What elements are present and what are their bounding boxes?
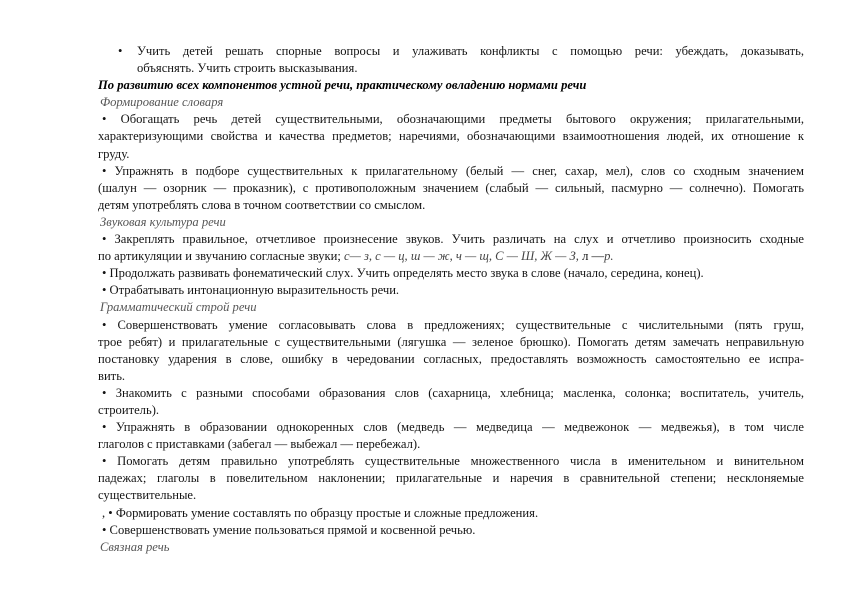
line-text: • Обогащать речь детей существительными, обозначающими предметы бытового окружения; прилагательными, bbox=[102, 112, 804, 127]
line-text: • Закреплять правильное, отчетливое произнесение звуков. Учить различать на слух и отчетливо произносить сходные bbox=[102, 232, 804, 247]
paragraph-line bbox=[0, 317, 804, 334]
line-text: Учить детей решать спорные вопросы и улаживать конфликты с помощью речи: убеждать, доказывать, bbox=[137, 44, 804, 58]
paragraph-line bbox=[0, 282, 804, 299]
subsection-heading bbox=[0, 299, 842, 316]
line-text: постановку ударения в слове, ошибку в чередовании согласных, предоставлять возможность самостоятельно ее испра- bbox=[98, 351, 804, 366]
paragraph-line bbox=[0, 436, 804, 453]
paragraph-line bbox=[0, 43, 804, 60]
line-text: • Упражнять в подборе существительных к прилагательному (белый — снег, сахар, мел), слов со сходным значением bbox=[102, 163, 804, 178]
line-text: • Отрабатывать интонационную выразительность речи. bbox=[102, 283, 400, 298]
line-text: Формирование словаря bbox=[100, 95, 224, 110]
line-text: существительные. bbox=[98, 488, 197, 503]
line-text: глаголов с приставками (забегал — выбежал — перебежал). bbox=[98, 437, 421, 452]
paragraph-line bbox=[0, 231, 804, 248]
bullet-icon: • bbox=[118, 44, 123, 58]
paragraph-line bbox=[0, 419, 804, 436]
line-text: • Упражнять в образовании однокоренных слов (медведь — медведица — медвежонок — медвежья), в том числе bbox=[102, 420, 804, 435]
paragraph-line bbox=[0, 505, 804, 522]
line-text: (шалун — озорник — проказник), с противоположным значением (слабый — сильный, пасмурно — солнечно). Помогать bbox=[98, 180, 804, 195]
paragraph-line bbox=[0, 402, 804, 419]
paragraph-line bbox=[0, 265, 804, 282]
line-text: вить. bbox=[98, 368, 126, 383]
document-page bbox=[0, 43, 842, 556]
line-text: • Продолжать развивать фонематический слух. Учить определять место звука в слове (начало, середина, конец). bbox=[102, 266, 704, 281]
paragraph-line bbox=[0, 368, 804, 385]
subsection-heading bbox=[0, 539, 842, 556]
paragraph-line bbox=[0, 487, 804, 504]
paragraph-line bbox=[0, 248, 804, 265]
line-text: трое ребят) и прилагательные с существительными (лягушка — зеленое брюшко). Помогать детям замечать неправильную bbox=[98, 334, 804, 349]
paragraph-line bbox=[0, 180, 804, 197]
subsection-heading bbox=[0, 94, 842, 111]
line-text: , • Формировать умение составлять по образцу простые и сложные предложения. bbox=[102, 505, 539, 520]
line-text: Звуковая культура речи bbox=[100, 214, 226, 229]
paragraph-line bbox=[0, 111, 804, 128]
line-text: детям употреблять слова в точном соответствии со смыслом. bbox=[98, 197, 426, 212]
line-text: груду. bbox=[98, 146, 130, 161]
paragraph-line bbox=[0, 128, 804, 145]
paragraph-line bbox=[0, 470, 804, 487]
section-heading bbox=[0, 77, 842, 94]
line-text: строитель). bbox=[98, 402, 160, 417]
line-text: Связная речь bbox=[100, 539, 170, 554]
line-text: объяснять. Учить строить высказывания. bbox=[137, 61, 358, 76]
line-text: По развитию всех компонентов устной речи, практическому овладению нормами речи bbox=[98, 78, 587, 93]
paragraph-line bbox=[0, 453, 804, 470]
paragraph-line bbox=[0, 522, 804, 539]
paragraph-line bbox=[0, 197, 804, 214]
line-text: • Помогать детям правильно употреблять существительные множественного числа в именительном и винительном bbox=[102, 454, 804, 469]
line-text: • Совершенствовать умение пользоваться прямой и косвенной речью. bbox=[102, 522, 476, 537]
italic-text: с— з, с — ц, ш — ж, ч — щ, С — Ш, Ж — З, bbox=[344, 249, 579, 264]
subsection-heading bbox=[0, 214, 842, 231]
line-text: • Знакомить с разными способами образования слов (сахарница, хлебница; масленка, солонка; воспитатель, учитель, bbox=[102, 385, 804, 400]
line-text: по артикуляции и звучанию согласные звуки; bbox=[98, 249, 345, 264]
line-text: • Совершенствовать умение согласовывать слова в предложениях; существительные с числительными (пять груш, bbox=[102, 317, 804, 332]
paragraph-line bbox=[0, 334, 804, 351]
line-text: падежах; глаголы в повелительном наклонении; прилагательные и наречия в сравнительной степени; несклоняемые bbox=[98, 471, 804, 486]
paragraph-line bbox=[0, 146, 804, 163]
paragraph-line bbox=[0, 385, 804, 402]
paragraph-line bbox=[0, 60, 804, 77]
line-text: характеризующими свойства и качества предметов; наречиями, обозначающими взаимоотношения людей, их отношение к bbox=[98, 129, 804, 144]
line-text: Грамматический строй речи bbox=[100, 300, 257, 315]
paragraph-line bbox=[0, 351, 804, 368]
italic-text: р. bbox=[604, 249, 614, 264]
paragraph-line bbox=[0, 163, 804, 180]
line-text: л — bbox=[578, 249, 605, 264]
